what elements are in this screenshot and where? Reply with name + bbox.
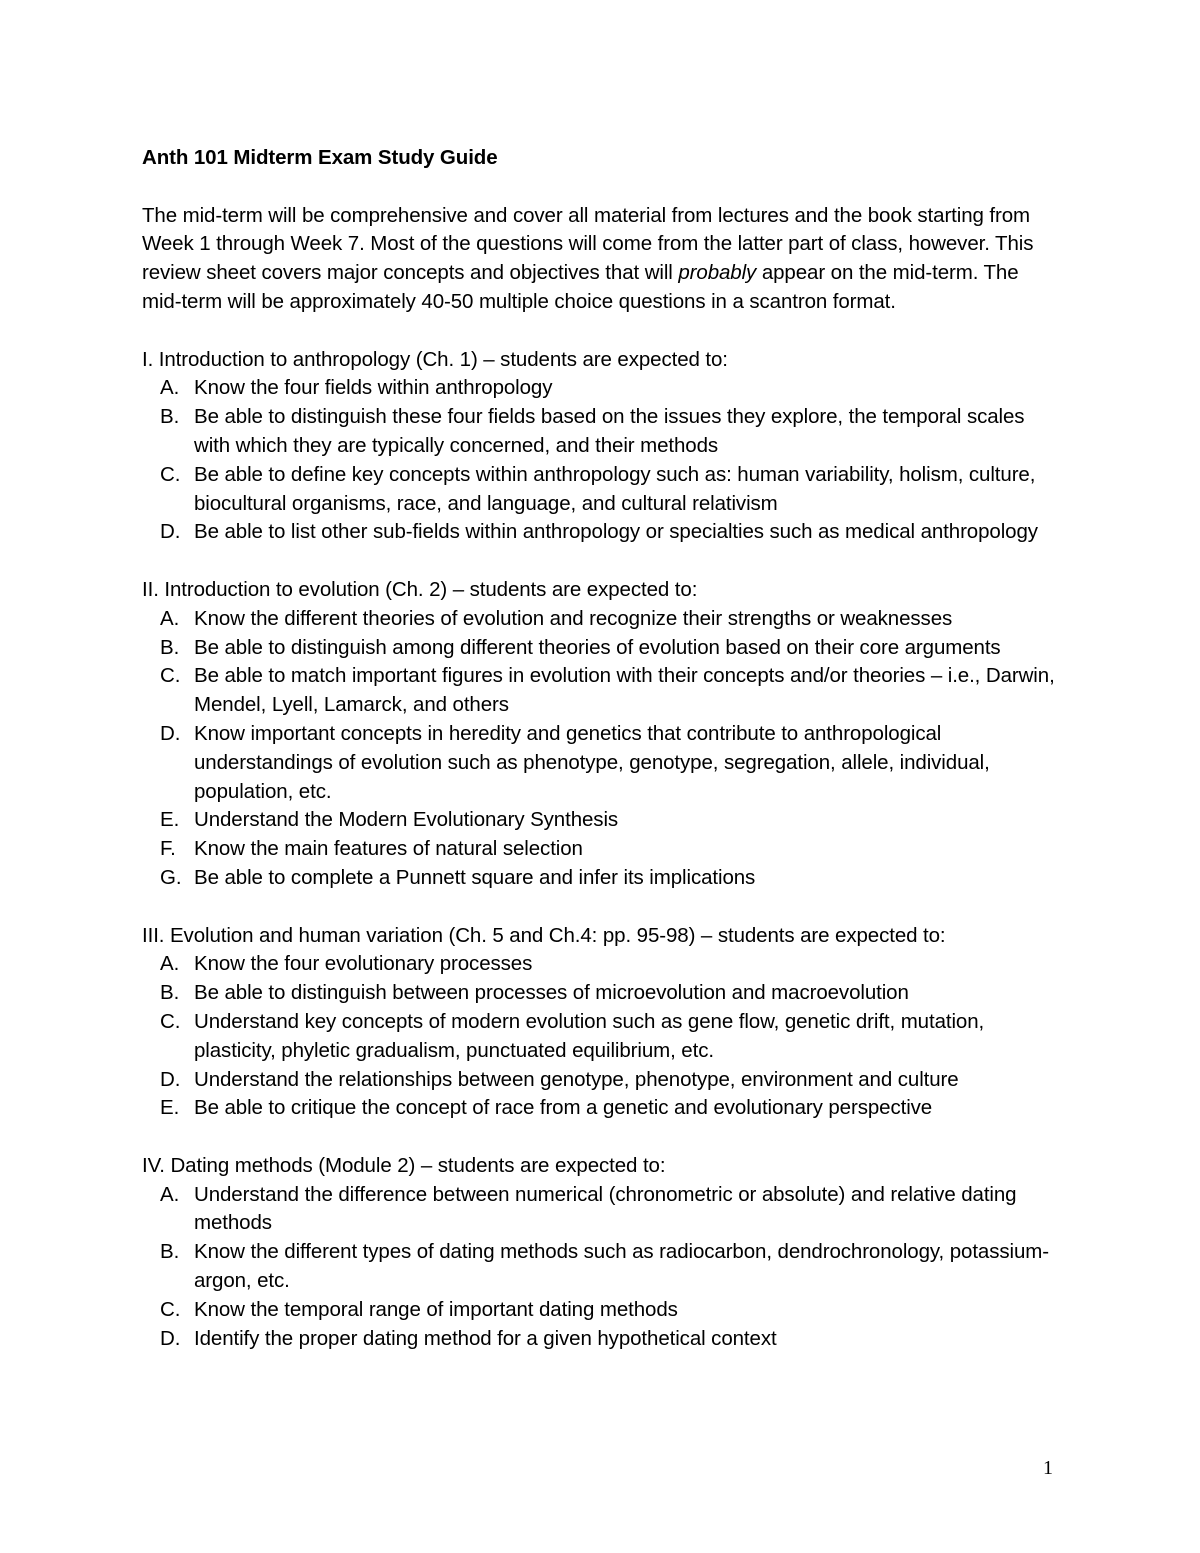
intro-emphasis: probably [678,261,757,285]
item-letter: E. [160,808,180,832]
item-letter: A. [160,952,180,976]
item-letter: C. [160,1297,181,1321]
outline-item [142,1066,1062,1095]
item-letter: B. [160,981,180,1005]
outline-item [142,374,1062,403]
item-letter: F. [160,837,176,861]
outline-item [142,1094,1062,1123]
outline-item [142,1296,1062,1325]
outline-item [142,864,1062,893]
outline-item [142,634,1062,663]
sections-container [142,346,1062,1354]
section-heading: I. Introduction to anthropology (Ch. 1) – students are expected to: [142,347,728,371]
item-text: Be able to match important figures in evolution with their concepts and/or theories – i.e., Darwin, Mendel, Lyell, Lamarck, and others [194,664,1055,717]
item-text: Identify the proper dating method for a given hypothetical context [194,1326,777,1350]
item-text: Know the temporal range of important dating methods [194,1297,678,1321]
item-letter: C. [160,1009,181,1033]
outline-section [142,922,1062,1124]
item-letter: D. [160,520,181,544]
outline-item [142,1238,1062,1296]
item-letter: B. [160,405,180,429]
item-letter: A. [160,1182,180,1206]
outline-item [142,1008,1062,1066]
item-letter: A. [160,376,180,400]
outline-item [142,662,1062,720]
item-text: Know the different theories of evolution and recognize their strengths or weaknesses [194,606,953,630]
document-body [142,144,1062,1382]
outline-item [142,950,1062,979]
item-letter: B. [160,1240,180,1264]
intro-text-start: The mid-term will be comprehensive and cover all material from lectures and the book starting from Week 1 through Week 7. Most of the questions will come from the latter part of class, however. This review sheet covers major concepts and objectives that will [142,203,1034,285]
item-text: Understand the Modern Evolutionary Synthesis [194,808,619,832]
outline-item [142,518,1062,547]
outline-section [142,1152,1062,1354]
item-text: Know important concepts in heredity and genetics that contribute to anthropological understandings of evolution such as phenotype, genotype, segregation, allele, individual, population, etc. [194,721,990,803]
item-text: Be able to list other sub-fields within anthropology or specialties such as medical anthropology [194,520,1038,544]
outline-item [142,835,1062,864]
item-text: Know the four evolutionary processes [194,952,533,976]
item-letter: D. [160,1067,181,1091]
section-heading: III. Evolution and human variation (Ch. 5 and Ch.4: pp. 95-98) – students are expected to: [142,923,946,947]
item-text: Know the main features of natural selection [194,837,583,861]
item-text: Understand the relationships between genotype, phenotype, environment and culture [194,1067,959,1091]
item-text: Be able to define key concepts within anthropology such as: human variability, holism, culture, biocultural organisms, race, and language, and cultural relativism [194,462,1036,515]
outline-item [142,605,1062,634]
outline-item [142,461,1062,519]
item-text: Understand the difference between numerical (chronometric or absolute) and relative dating methods [194,1182,1017,1235]
outline-item [142,403,1062,461]
item-text: Know the four fields within anthropology [194,376,553,400]
intro-text-end: appear on the mid-term. The mid-term will be approximately 40-50 multiple choice questions in a scantron format. [142,261,1019,313]
outline-item [142,1181,1062,1239]
item-text: Be able to distinguish these four fields based on the issues they explore, the temporal scales with which they are typically concerned, and their methods [194,405,1025,457]
item-text: Know the different types of dating methods such as radiocarbon, dendrochronology, potassium-argon, etc. [194,1240,1049,1293]
outline-section [142,346,1062,548]
item-letter: C. [160,462,181,486]
item-letter: B. [160,635,180,659]
document-title: Anth 101 Midterm Exam Study Guide [142,146,498,169]
item-letter: A. [160,606,180,630]
item-letter: D. [160,1326,181,1350]
outline-item [142,979,1062,1008]
item-letter: G. [160,865,182,889]
item-text: Be able to distinguish between processes of microevolution and macroevolution [194,981,909,1005]
outline-section [142,576,1062,893]
intro-paragraph [142,202,1062,317]
item-text: Be able to complete a Punnett square and infer its implications [194,865,756,889]
section-heading: II. Introduction to evolution (Ch. 2) – students are expected to: [142,577,698,601]
item-text: Be able to distinguish among different theories of evolution based on their core arguments [194,635,1001,659]
outline-item [142,720,1062,806]
item-letter: C. [160,664,181,688]
section-heading: IV. Dating methods (Module 2) – students are expected to: [142,1153,666,1177]
item-text: Understand key concepts of modern evolution such as gene flow, genetic drift, mutation, plasticity, phyletic gradualism, punctuated equilibrium, etc. [194,1009,985,1062]
item-letter: D. [160,721,181,745]
page-number: 1 [1043,1457,1053,1479]
item-text: Be able to critique the concept of race from a genetic and evolutionary perspective [194,1096,933,1120]
outline-item [142,1325,1062,1354]
item-letter: E. [160,1096,180,1120]
outline-item [142,806,1062,835]
